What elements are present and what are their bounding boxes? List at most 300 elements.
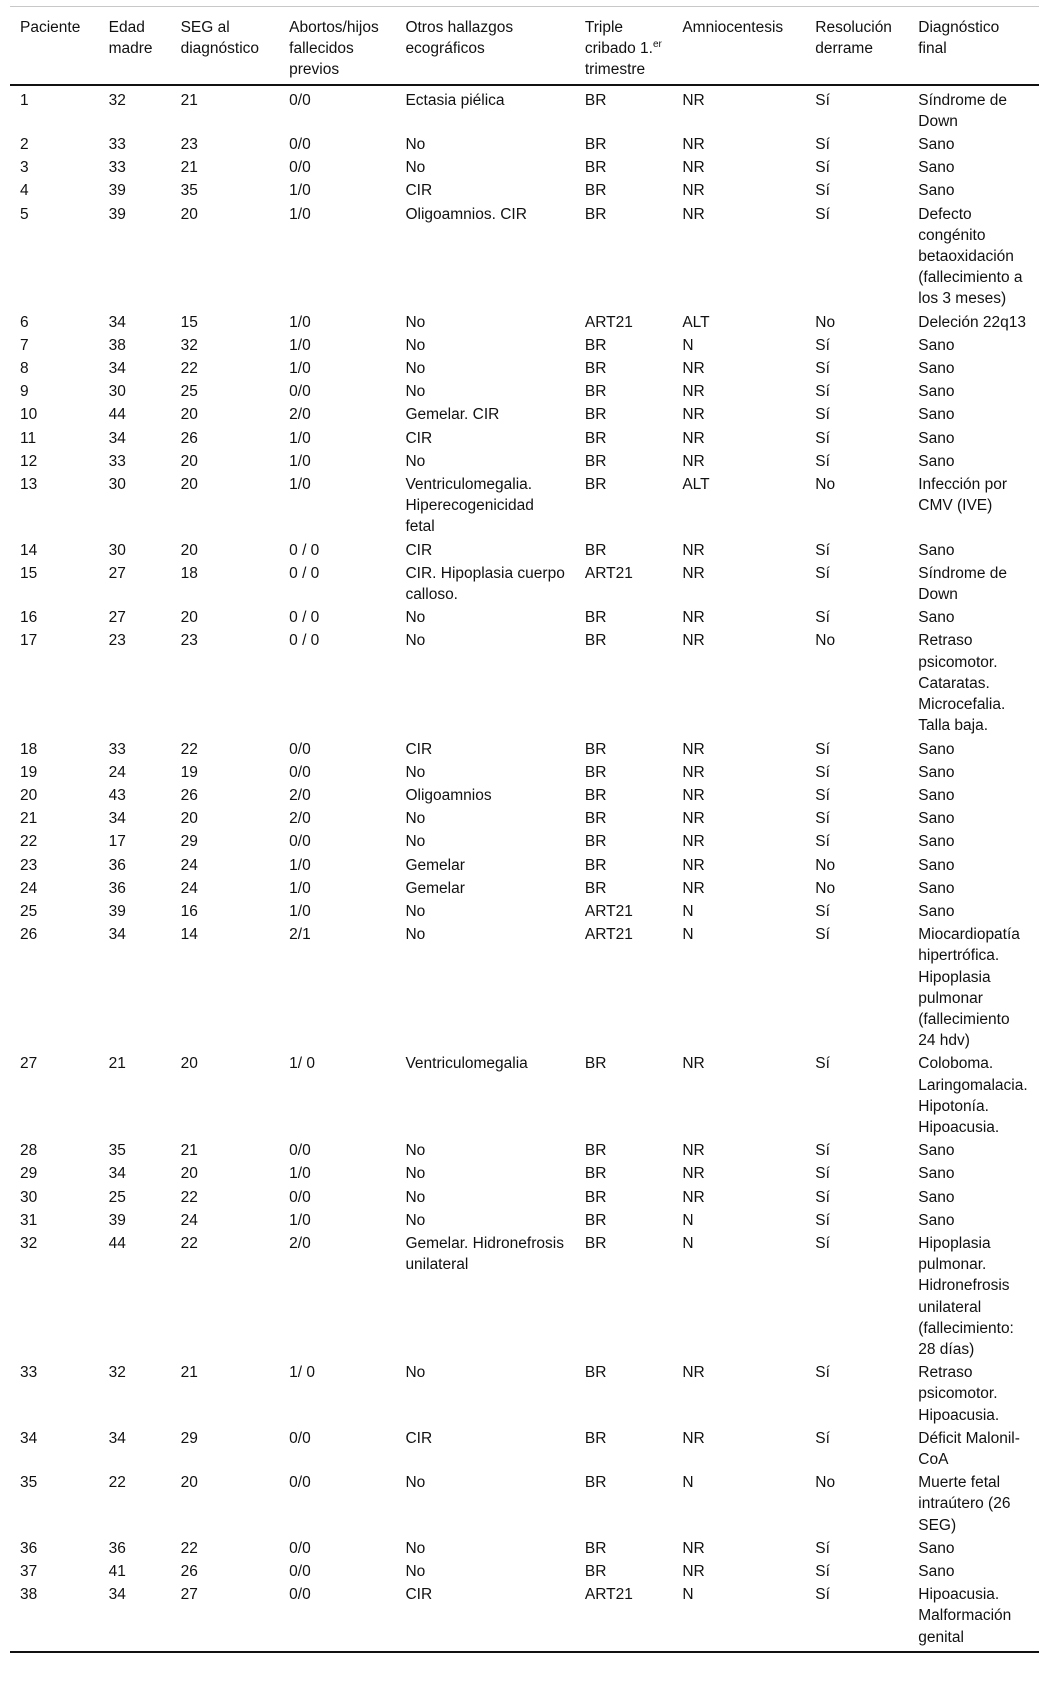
cell-abortos: 1/0 [289,336,311,354]
cell-abortos: 2/0 [289,1234,311,1252]
header-row [10,7,1039,85]
cell-hallazgos: No [405,1165,426,1183]
cell-triple-cribado: ART21 [584,902,633,920]
cell-hallazgos: CIR [405,541,433,559]
cell-abortos: 2/0 [289,406,311,424]
cell-seg: 20 [180,541,198,559]
cell-diagnostico: Sano [918,429,955,447]
header-edad-madre: Edad madre [99,7,171,85]
cell-amniocentesis: NR [682,1539,705,1557]
cell-triple-cribado: BR [584,136,607,154]
header-triple-part1: Triple cribado 1. [584,19,653,58]
cell-diagnostico: Sano [918,182,955,200]
cell-triple-cribado: BR [584,632,607,650]
cell-paciente: 9 [20,383,29,401]
cell-diagnostico: Infección por CMV (IVE) [918,476,1007,515]
cell-seg: 24 [180,856,198,874]
cell-diagnostico: Déficit Malonil-CoA [918,1429,1020,1468]
cell-abortos: 0/0 [289,833,311,851]
header-triple-sup: er [652,39,662,51]
table-row [10,1052,1039,1139]
cell-diagnostico: Retraso psicomotor. Hipoacusia. [918,1364,1000,1424]
cell-resolucion: Sí [815,564,830,582]
cell-seg: 29 [180,1429,198,1447]
cell-resolucion: Sí [815,91,830,109]
cell-paciente: 26 [20,926,38,944]
cell-amniocentesis: N [682,336,694,354]
cell-paciente: 4 [20,182,29,200]
cell-triple-cribado: BR [584,833,607,851]
cell-amniocentesis: N [682,1234,694,1252]
cell-edad-madre: 36 [108,879,126,897]
cell-resolucion: Sí [815,1539,830,1557]
cell-edad-madre: 34 [108,313,126,331]
cell-edad-madre: 36 [108,856,126,874]
cell-abortos: 1/0 [289,902,311,920]
cell-triple-cribado: BR [584,1474,607,1492]
cell-diagnostico: Defecto congénito betaoxidación (fallecimiento a los 3 meses) [918,205,1023,308]
cell-seg: 21 [180,159,198,177]
cell-triple-cribado: BR [584,205,607,223]
cell-paciente: 14 [20,541,38,559]
cell-diagnostico: Sano [918,1165,955,1183]
cell-resolucion: Sí [815,786,830,804]
table-row [10,427,1039,450]
cell-seg: 25 [180,383,198,401]
cell-amniocentesis: NR [682,159,705,177]
table-row [10,380,1039,403]
cell-seg: 26 [180,786,198,804]
cell-seg: 22 [180,1539,198,1557]
cell-diagnostico: Sano [918,763,955,781]
cell-diagnostico: Sano [918,406,955,424]
header-abortos: Abortos/hijos fallecidos previos [279,7,395,85]
cell-edad-madre: 32 [108,1364,126,1382]
cell-amniocentesis: NR [682,833,705,851]
cell-amniocentesis: NR [682,1142,705,1160]
table-row [10,1427,1039,1471]
cell-diagnostico: Hipoplasia pulmonar. Hidronefrosis unilateral (fallecimiento: 28 días) [918,1234,1014,1358]
cell-amniocentesis: NR [682,1165,705,1183]
cell-abortos: 2/0 [289,786,311,804]
table-row [10,877,1039,900]
cell-diagnostico: Retraso psicomotor. Cataratas. Microcefalia. Talla baja. [918,632,1006,735]
cell-hallazgos: CIR [395,1583,574,1652]
cell-resolucion: Sí [815,1188,830,1206]
cell-seg: 20 [180,452,198,470]
cell-edad-madre: 39 [108,1211,126,1229]
cell-resolucion: No [815,632,836,650]
table-row [10,1537,1039,1560]
cell-triple-cribado: BR [584,740,607,758]
cell-hallazgos: No [405,1474,426,1492]
cell-hallazgos: No [405,833,426,851]
cell-abortos: 2/0 [289,810,311,828]
cell-seg: 16 [180,902,198,920]
cell-edad-madre: 30 [108,476,126,494]
cell-abortos: 1/0 [289,1211,311,1229]
cell-edad-madre: 44 [108,406,126,424]
cell-seg: 20 [180,1055,198,1073]
cell-paciente: 12 [20,452,38,470]
cell-diagnostico: Sano [918,452,955,470]
cell-paciente: 8 [20,360,29,378]
cell-diagnostico: Síndrome de Down [918,564,1007,604]
cell-triple-cribado: BR [584,182,607,200]
cell-edad-madre: 39 [108,182,126,200]
cell-abortos: 0/0 [289,1188,311,1206]
cell-edad-madre: 36 [108,1539,126,1557]
cell-hallazgos: Ectasia piélica [405,91,505,109]
cell-resolucion: Sí [815,383,830,401]
cell-paciente: 10 [20,406,38,424]
cell-paciente: 30 [20,1188,38,1206]
cell-abortos: 1/0 [289,205,311,223]
cell-resolucion: Sí [815,609,830,627]
cell-hallazgos: No [405,632,426,650]
table-row [10,807,1039,830]
cell-triple-cribado: BR [584,1234,607,1252]
cell-diagnostico: Sano [918,336,955,354]
cell-hallazgos: No [405,1539,426,1557]
table-row [10,923,1039,1052]
cell-hallazgos: No [405,360,426,378]
cell-resolucion: Sí [815,1234,830,1252]
cell-abortos: 0 / 0 [289,564,320,582]
cell-seg: 32 [180,336,198,354]
cell-diagnostico: Sano [918,1142,955,1160]
cell-abortos: 2/1 [289,926,311,944]
cell-paciente: 16 [20,609,38,627]
cell-seg: 35 [180,182,198,200]
cell-amniocentesis: NR [682,786,705,804]
cell-edad-madre: 39 [108,205,126,223]
cell-edad-madre: 30 [108,541,126,559]
cell-triple-cribado: BR [584,1055,607,1073]
cell-edad-madre: 23 [108,632,126,650]
cell-edad-madre: 34 [108,926,126,944]
cell-amniocentesis: N [682,1474,694,1492]
cell-paciente: 36 [20,1539,38,1557]
cell-paciente: 11 [20,429,37,447]
cell-resolucion: No [815,879,836,897]
cell-triple-cribado: ART21 [575,1583,672,1652]
patient-table [10,6,1039,1653]
cell-hallazgos: Ventriculomegalia. Hiperecogenicidad fetal [405,476,534,536]
cell-paciente: 27 [20,1055,38,1073]
cell-diagnostico: Sano [918,856,955,874]
patient-table-container [10,6,1039,1653]
cell-amniocentesis: NR [682,1563,705,1581]
table-row [10,473,1039,539]
cell-diagnostico: Sano [918,833,955,851]
cell-edad-madre: 33 [108,136,126,154]
cell-triple-cribado: BR [584,336,607,354]
table-row [10,900,1039,923]
cell-triple-cribado: BR [584,429,607,447]
cell-edad-madre: 27 [108,564,126,582]
cell-hallazgos: No [405,1364,426,1382]
cell-hallazgos: Gemelar. CIR [405,406,500,424]
cell-abortos: 1/0 [289,856,311,874]
cell-triple-cribado: BR [584,360,607,378]
cell-resolucion: Sí [815,810,830,828]
cell-resolucion: Sí [815,763,830,781]
cell-diagnostico: Muerte fetal intraútero (26 SEG) [918,1474,1011,1534]
cell-diagnostico: Sano [918,1211,955,1229]
cell-resolucion: No [815,856,836,874]
cell-resolucion: Sí [815,1165,830,1183]
cell-abortos: 0/0 [289,740,311,758]
cell-amniocentesis: NR [682,810,705,828]
cell-edad-madre: 44 [108,1234,126,1252]
cell-abortos: 0/0 [289,1539,311,1557]
cell-paciente: 19 [20,763,38,781]
cell-edad-madre: 33 [108,159,126,177]
cell-triple-cribado: BR [584,476,607,494]
cell-edad-madre: 17 [108,833,126,851]
cell-hallazgos: No [405,1188,426,1206]
table-row [10,784,1039,807]
cell-resolucion: Sí [815,1142,830,1160]
cell-resolucion: Sí [815,1211,830,1229]
cell-hallazgos: CIR [405,429,433,447]
table-row [10,1232,1039,1361]
cell-paciente: 6 [20,313,29,331]
cell-seg: 22 [180,1188,198,1206]
cell-seg: 21 [180,91,198,109]
cell-seg: 29 [180,833,198,851]
cell-edad-madre: 34 [108,1429,126,1447]
cell-amniocentesis: N [682,902,694,920]
cell-amniocentesis: ALT [682,313,710,331]
cell-abortos: 0 / 0 [289,632,320,650]
cell-hallazgos: Ventriculomegalia [405,1055,528,1073]
cell-hallazgos: No [405,452,426,470]
cell-abortos: 1/0 [289,476,311,494]
header-resolucion-derrame: Resolución derrame [805,7,908,85]
cell-edad-madre: 43 [108,786,126,804]
cell-triple-cribado: BR [584,91,607,109]
cell-abortos: 1/ 0 [289,1364,315,1382]
cell-diagnostico: Sano [918,902,955,920]
cell-diagnostico: Sano [918,159,955,177]
cell-edad-madre: 39 [108,902,126,920]
cell-resolucion: Sí [815,159,830,177]
cell-edad-madre: 34 [108,429,126,447]
cell-edad-madre: 30 [108,383,126,401]
cell-paciente: 1 [20,91,29,109]
table-row [10,179,1039,202]
cell-abortos: 1/0 [289,879,311,897]
cell-amniocentesis: NR [682,91,705,109]
table-row [10,334,1039,357]
header-paciente: Paciente [10,7,99,85]
table-row [10,1139,1039,1162]
cell-paciente: 23 [20,856,38,874]
cell-hallazgos: CIR [405,1429,433,1447]
cell-paciente: 34 [20,1429,38,1447]
cell-paciente: 22 [20,833,38,851]
cell-paciente: 25 [20,902,38,920]
cell-seg: 23 [180,632,198,650]
cell-amniocentesis: NR [682,136,705,154]
cell-amniocentesis: NR [682,406,705,424]
cell-triple-cribado: BR [584,1563,607,1581]
cell-paciente: 2 [20,136,29,154]
cell-amniocentesis: NR [682,632,705,650]
cell-paciente: 5 [20,205,29,223]
cell-diagnostico: Sano [918,1188,955,1206]
table-row [10,1560,1039,1583]
cell-triple-cribado: BR [584,1142,607,1160]
cell-amniocentesis: N [672,1583,805,1652]
header-triple-cribado [575,7,672,85]
cell-seg: 20 [180,1165,198,1183]
cell-paciente: 38 [10,1583,99,1652]
cell-edad-madre: 24 [108,763,126,781]
cell-diagnostico: Sano [918,786,955,804]
cell-hallazgos: No [405,763,426,781]
cell-diagnostico: Sano [918,541,955,559]
cell-seg: 26 [180,1563,198,1581]
cell-edad-madre: 41 [108,1563,126,1581]
cell-diagnostico: Hipoacusia. Malformación genital [908,1583,1039,1652]
cell-triple-cribado: BR [584,1188,607,1206]
cell-resolucion: Sí [815,360,830,378]
cell-seg: 24 [180,1211,198,1229]
cell-diagnostico: Deleción 22q13 [918,313,1026,331]
cell-triple-cribado: BR [584,1539,607,1557]
cell-amniocentesis: NR [682,429,705,447]
cell-seg: 15 [180,313,198,331]
table-row [10,562,1039,606]
cell-seg: 24 [180,879,198,897]
cell-seg: 20 [180,205,198,223]
cell-edad-madre: 34 [108,360,126,378]
cell-paciente: 29 [20,1165,38,1183]
header-diagnostico-final: Diagnóstico final [908,7,1039,85]
cell-abortos: 0/0 [289,1474,311,1492]
cell-paciente: 33 [20,1364,38,1382]
cell-diagnostico: Coloboma. Laringomalacia. Hipotonía. Hipoacusia. [918,1055,1028,1136]
cell-amniocentesis: NR [682,383,705,401]
cell-diagnostico: Sano [918,1539,955,1557]
cell-resolucion: Sí [815,902,830,920]
cell-triple-cribado: ART21 [584,926,633,944]
cell-paciente: 20 [20,786,38,804]
cell-abortos: 0 / 0 [289,609,320,627]
cell-hallazgos: No [405,810,426,828]
cell-triple-cribado: BR [584,159,607,177]
cell-resolucion: Sí [815,182,830,200]
cell-amniocentesis: NR [682,609,705,627]
cell-resolucion: Sí [815,336,830,354]
cell-paciente: 7 [20,336,29,354]
cell-abortos: 1/0 [289,452,311,470]
cell-diagnostico: Sano [918,609,955,627]
cell-resolucion: Sí [815,1563,830,1581]
cell-edad-madre: 21 [108,1055,126,1073]
header-amniocentesis: Amniocentesis [672,7,805,85]
cell-seg: 22 [180,360,198,378]
table-row [10,539,1039,562]
cell-hallazgos: Gemelar [405,879,465,897]
cell-diagnostico: Miocardiopatía hipertrófica. Hipoplasia pulmonar (fallecimiento 24 hdv) [918,926,1020,1050]
cell-diagnostico: Sano [918,879,955,897]
cell-triple-cribado: BR [584,1165,607,1183]
cell-abortos: 0/0 [289,1142,311,1160]
cell-abortos: 1/0 [289,182,311,200]
cell-edad-madre: 38 [108,336,126,354]
cell-seg: 26 [180,429,198,447]
cell-paciente: 17 [20,632,38,650]
cell-amniocentesis: NR [682,879,705,897]
cell-abortos: 1/0 [289,360,311,378]
cell-triple-cribado: BR [584,1429,607,1447]
cell-seg: 14 [180,926,198,944]
cell-seg: 21 [180,1142,198,1160]
cell-abortos: 0/0 [289,763,311,781]
cell-resolucion: Sí [815,541,830,559]
cell-amniocentesis: NR [682,1055,705,1073]
cell-hallazgos: CIR [405,740,433,758]
cell-abortos: 0/0 [289,1429,311,1447]
table-row [10,403,1039,426]
cell-seg: 19 [180,763,198,781]
cell-triple-cribado: BR [584,763,607,781]
cell-amniocentesis: NR [682,740,705,758]
cell-resolucion: No [815,476,836,494]
cell-hallazgos: No [405,1563,426,1581]
cell-hallazgos: No [405,609,426,627]
cell-resolucion: Sí [815,833,830,851]
cell-resolucion: Sí [805,1583,908,1652]
cell-edad-madre: 34 [99,1583,171,1652]
cell-abortos: 0/0 [289,91,311,109]
cell-hallazgos: No [405,1142,426,1160]
cell-paciente: 32 [20,1234,38,1252]
cell-triple-cribado: ART21 [584,564,633,582]
table-row [10,1162,1039,1185]
cell-hallazgos: Gemelar. Hidronefrosis unilateral [405,1234,564,1274]
cell-seg: 18 [180,564,198,582]
cell-resolucion: Sí [815,205,830,223]
table-row [10,156,1039,179]
table-row [10,1209,1039,1232]
cell-amniocentesis: NR [682,856,705,874]
cell-resolucion: Sí [815,452,830,470]
cell-diagnostico: Sano [918,740,955,758]
table-body [10,85,1039,1652]
table-row [10,738,1039,761]
cell-edad-madre: 27 [108,609,126,627]
cell-amniocentesis: NR [682,182,705,200]
cell-diagnostico: Sano [918,810,955,828]
cell-hallazgos: No [405,383,426,401]
cell-paciente: 24 [20,879,38,897]
cell-seg: 27 [171,1583,280,1652]
cell-triple-cribado: BR [584,383,607,401]
cell-seg: 20 [180,609,198,627]
cell-amniocentesis: NR [682,452,705,470]
cell-resolucion: No [815,313,836,331]
table-row [10,854,1039,877]
cell-edad-madre: 25 [108,1188,126,1206]
cell-resolucion: Sí [815,406,830,424]
cell-triple-cribado: BR [584,1211,607,1229]
cell-abortos: 0/0 [279,1583,395,1652]
